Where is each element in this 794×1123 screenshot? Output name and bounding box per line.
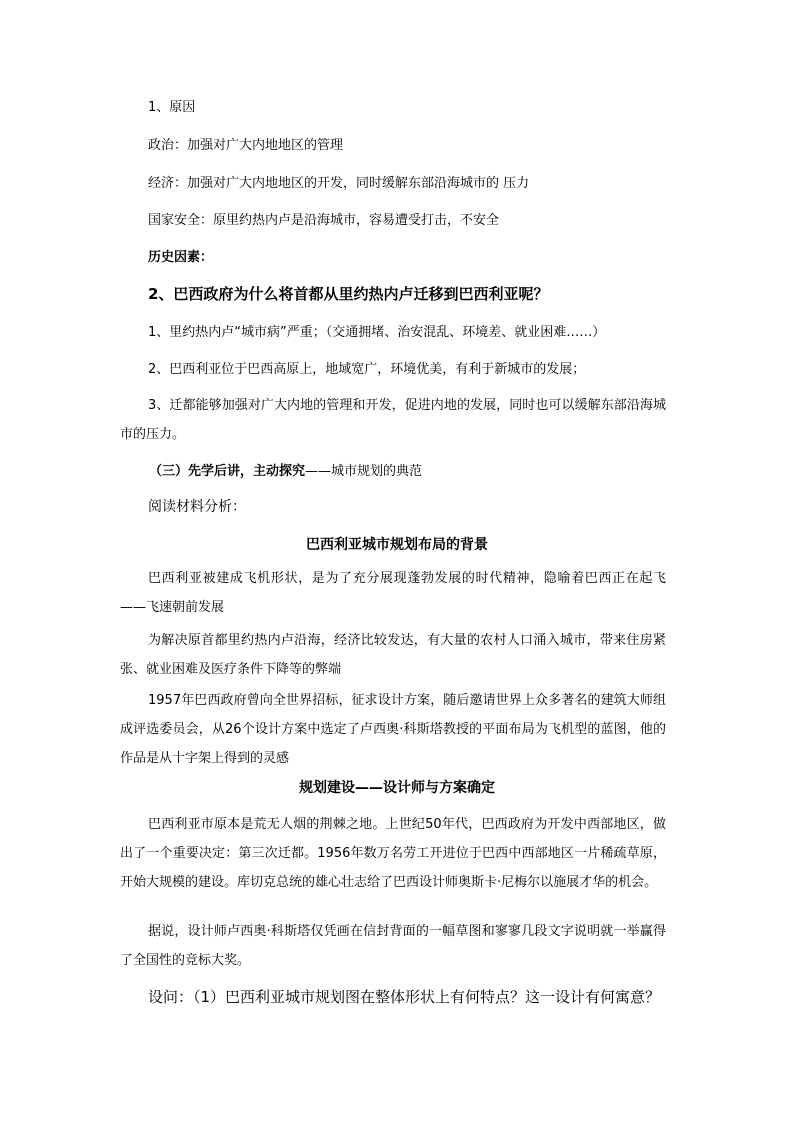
heading-design: 规划建设——设计师与方案确定 — [299, 780, 495, 796]
design-paragraph-2: 据说，设计师卢西奥·科斯塔仅凭画在信封背面的一幅草图和寥寥几段文字说明就一举赢得了全国性的竞标大奖。 — [120, 924, 666, 968]
question2-item-3: 3、迁都能够加强对广大内地的管理和开发，促进内地的发展，同时也可以缓解东部沿海城市的压力。 — [120, 398, 666, 442]
background-paragraph-1: 巴西利亚被建成飞机形状，是为了充分展现蓬勃发展的时代精神，隐喻着巴西正在起飞——飞速朝前发展 — [120, 571, 666, 615]
heading-background: 巴西利亚城市规划布局的背景 — [306, 537, 488, 553]
reason-politics: 政治：加强对广大内地地区的管理 — [148, 138, 344, 153]
reading-label: 阅读材料分析： — [148, 499, 246, 515]
question2-title: 2、巴西政府为什么将首都从里约热内卢迁移到巴西利亚呢？ — [148, 285, 549, 303]
part3-rest: ——城市规划的典范 — [305, 464, 423, 479]
history-label: 历史因素： — [148, 250, 214, 265]
question2-item-1: 1、里约热内卢“城市病”严重；（交通拥堵、治安混乱、环境差、就业困难……） — [148, 325, 606, 340]
part3-heading — [149, 463, 422, 481]
reason-economy: 经济：加强对广大内地地区的开发，同时缓解东部沿海城市的 压力 — [148, 176, 530, 191]
final-question: 设问：（1）巴西利亚城市规划图在整体形状上有何特点？这一设计有何寓意？ — [148, 988, 661, 1006]
question2-item-2: 2、巴西利亚位于巴西高原上，地域宽广，环境优美，有利于新城市的发展； — [148, 362, 586, 377]
reason-security: 国家安全：原里约热内卢是沿海城市，容易遭受打击，不安全 — [148, 213, 500, 228]
part3-bold: （三）先学后讲，主动探究 — [149, 464, 306, 479]
background-paragraph-3: 1957年巴西政府曾向全世界招标，征求设计方案，随后邀请世界上众多著名的建筑大师组成评选委员会，从26个设计方案中选定了卢西奥·科斯塔教授的平面布局为飞机型的蓝图，他的作品是从十字架上得到的灵感 — [120, 693, 666, 766]
background-paragraph-2: 为解决原首都里约热内卢沿海，经济比较发达，有大量的农村人口涌入城市，带来住房紧张、就业困难及医疗条件下降等的弊端 — [120, 633, 666, 677]
section1-title: 1、原因 — [148, 100, 196, 115]
design-paragraph-1: 巴西利亚市原本是荒无人烟的荆棘之地。上世纪50年代，巴西政府为开发中西部地区，做出了一个重要决定：第三次迁都。1956年数万名劳工开进位于巴西中西部地区一片稀疏草原，开始大规模的建设。库切克总统的雄心壮志给了巴西设计师奥斯卡·尼梅尔以施展才华的机会。 — [120, 817, 666, 890]
